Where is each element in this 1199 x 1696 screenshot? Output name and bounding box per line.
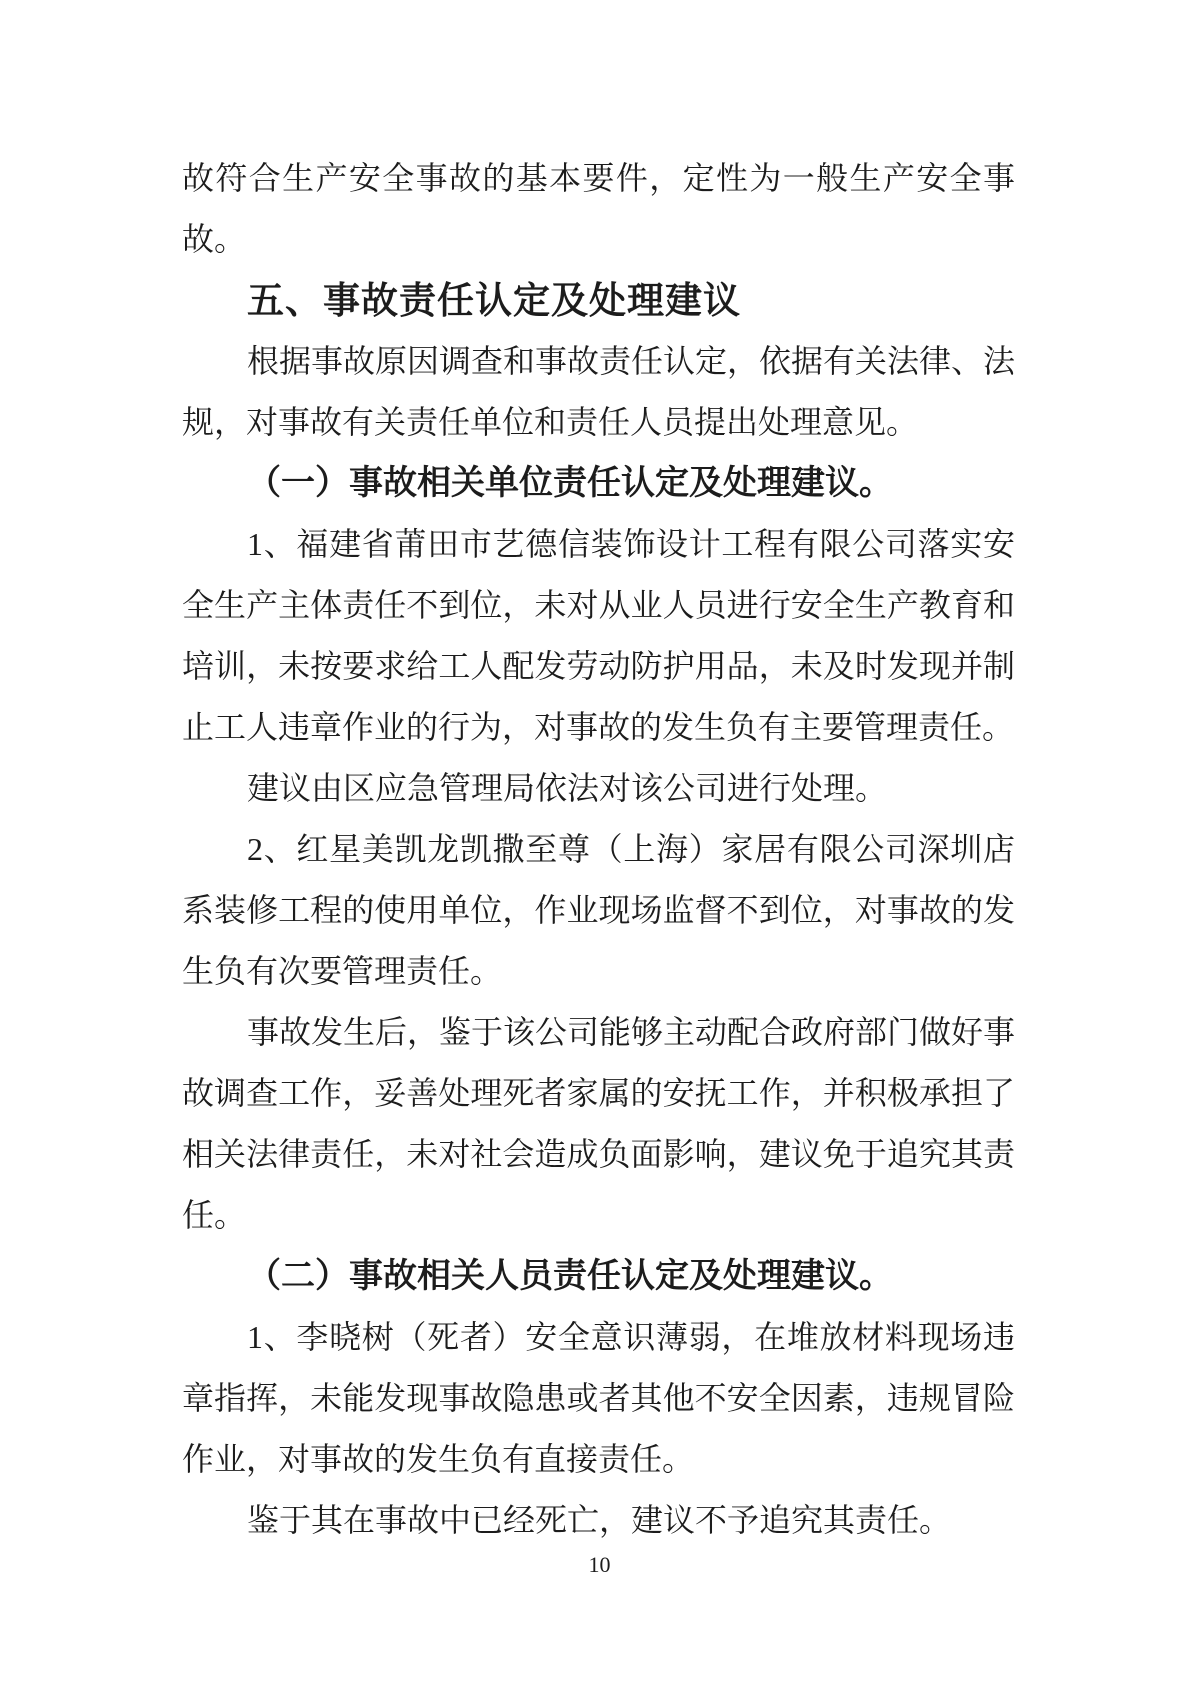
text-line: （一）事故相关单位责任认定及处理建议。 [247, 465, 893, 502]
text-line: 作业，对事故的发生负有直接责任。 [182, 1441, 695, 1477]
text-line: 止工人违章作业的行为，对事故的发生负有主要管理责任。 [182, 709, 1015, 745]
text-line: 1、福建省莆田市艺德信装饰设计工程有限公司落实安 [247, 526, 1015, 562]
text-line: 全生产主体责任不到位，未对从业人员进行安全生产教育和 [182, 587, 1015, 623]
text-line: 2、红星美凯龙凯撒至尊（上海）家居有限公司深圳店 [247, 831, 1015, 867]
text-line: 鉴于其在事故中已经死亡，建议不予追究其责任。 [247, 1502, 952, 1538]
text-line: 系装修工程的使用单位，作业现场监督不到位，对事故的发 [182, 892, 1015, 928]
text-line: 章指挥，未能发现事故隐患或者其他不安全因素，违规冒险 [182, 1380, 1015, 1416]
text-line: 根据事故原因调查和事故责任认定，依据有关法律、法 [247, 343, 1015, 379]
text-line: 建议由区应急管理局依法对该公司进行处理。 [247, 770, 888, 806]
document-body [182, 148, 1015, 1551]
text-line: 培训，未按要求给工人配发劳动防护用品，未及时发现并制 [182, 648, 1015, 684]
text-line: 生负有次要管理责任。 [182, 953, 503, 989]
text-line: 故。 [182, 221, 247, 257]
text-line: 事故发生后，鉴于该公司能够主动配合政府部门做好事 [247, 1014, 1015, 1050]
text-line: 故符合生产安全事故的基本要件，定性为一般生产安全事 [182, 160, 1015, 196]
text-line: （二）事故相关人员责任认定及处理建议。 [247, 1258, 893, 1295]
text-line: 任。 [182, 1197, 247, 1233]
text-line: 五、事故责任认定及处理建议 [247, 280, 741, 321]
text-line: 规，对事故有关责任单位和责任人员提出处理意见。 [182, 404, 919, 440]
text-line: 故调查工作，妥善处理死者家属的安抚工作，并积极承担了 [182, 1075, 1015, 1111]
text-line: 相关法律责任，未对社会造成负面影响，建议免于追究其责 [182, 1136, 1015, 1172]
text-line: 1、李晓树（死者）安全意识薄弱，在堆放材料现场违 [247, 1319, 1015, 1355]
page-number: 10 [588, 1552, 611, 1577]
